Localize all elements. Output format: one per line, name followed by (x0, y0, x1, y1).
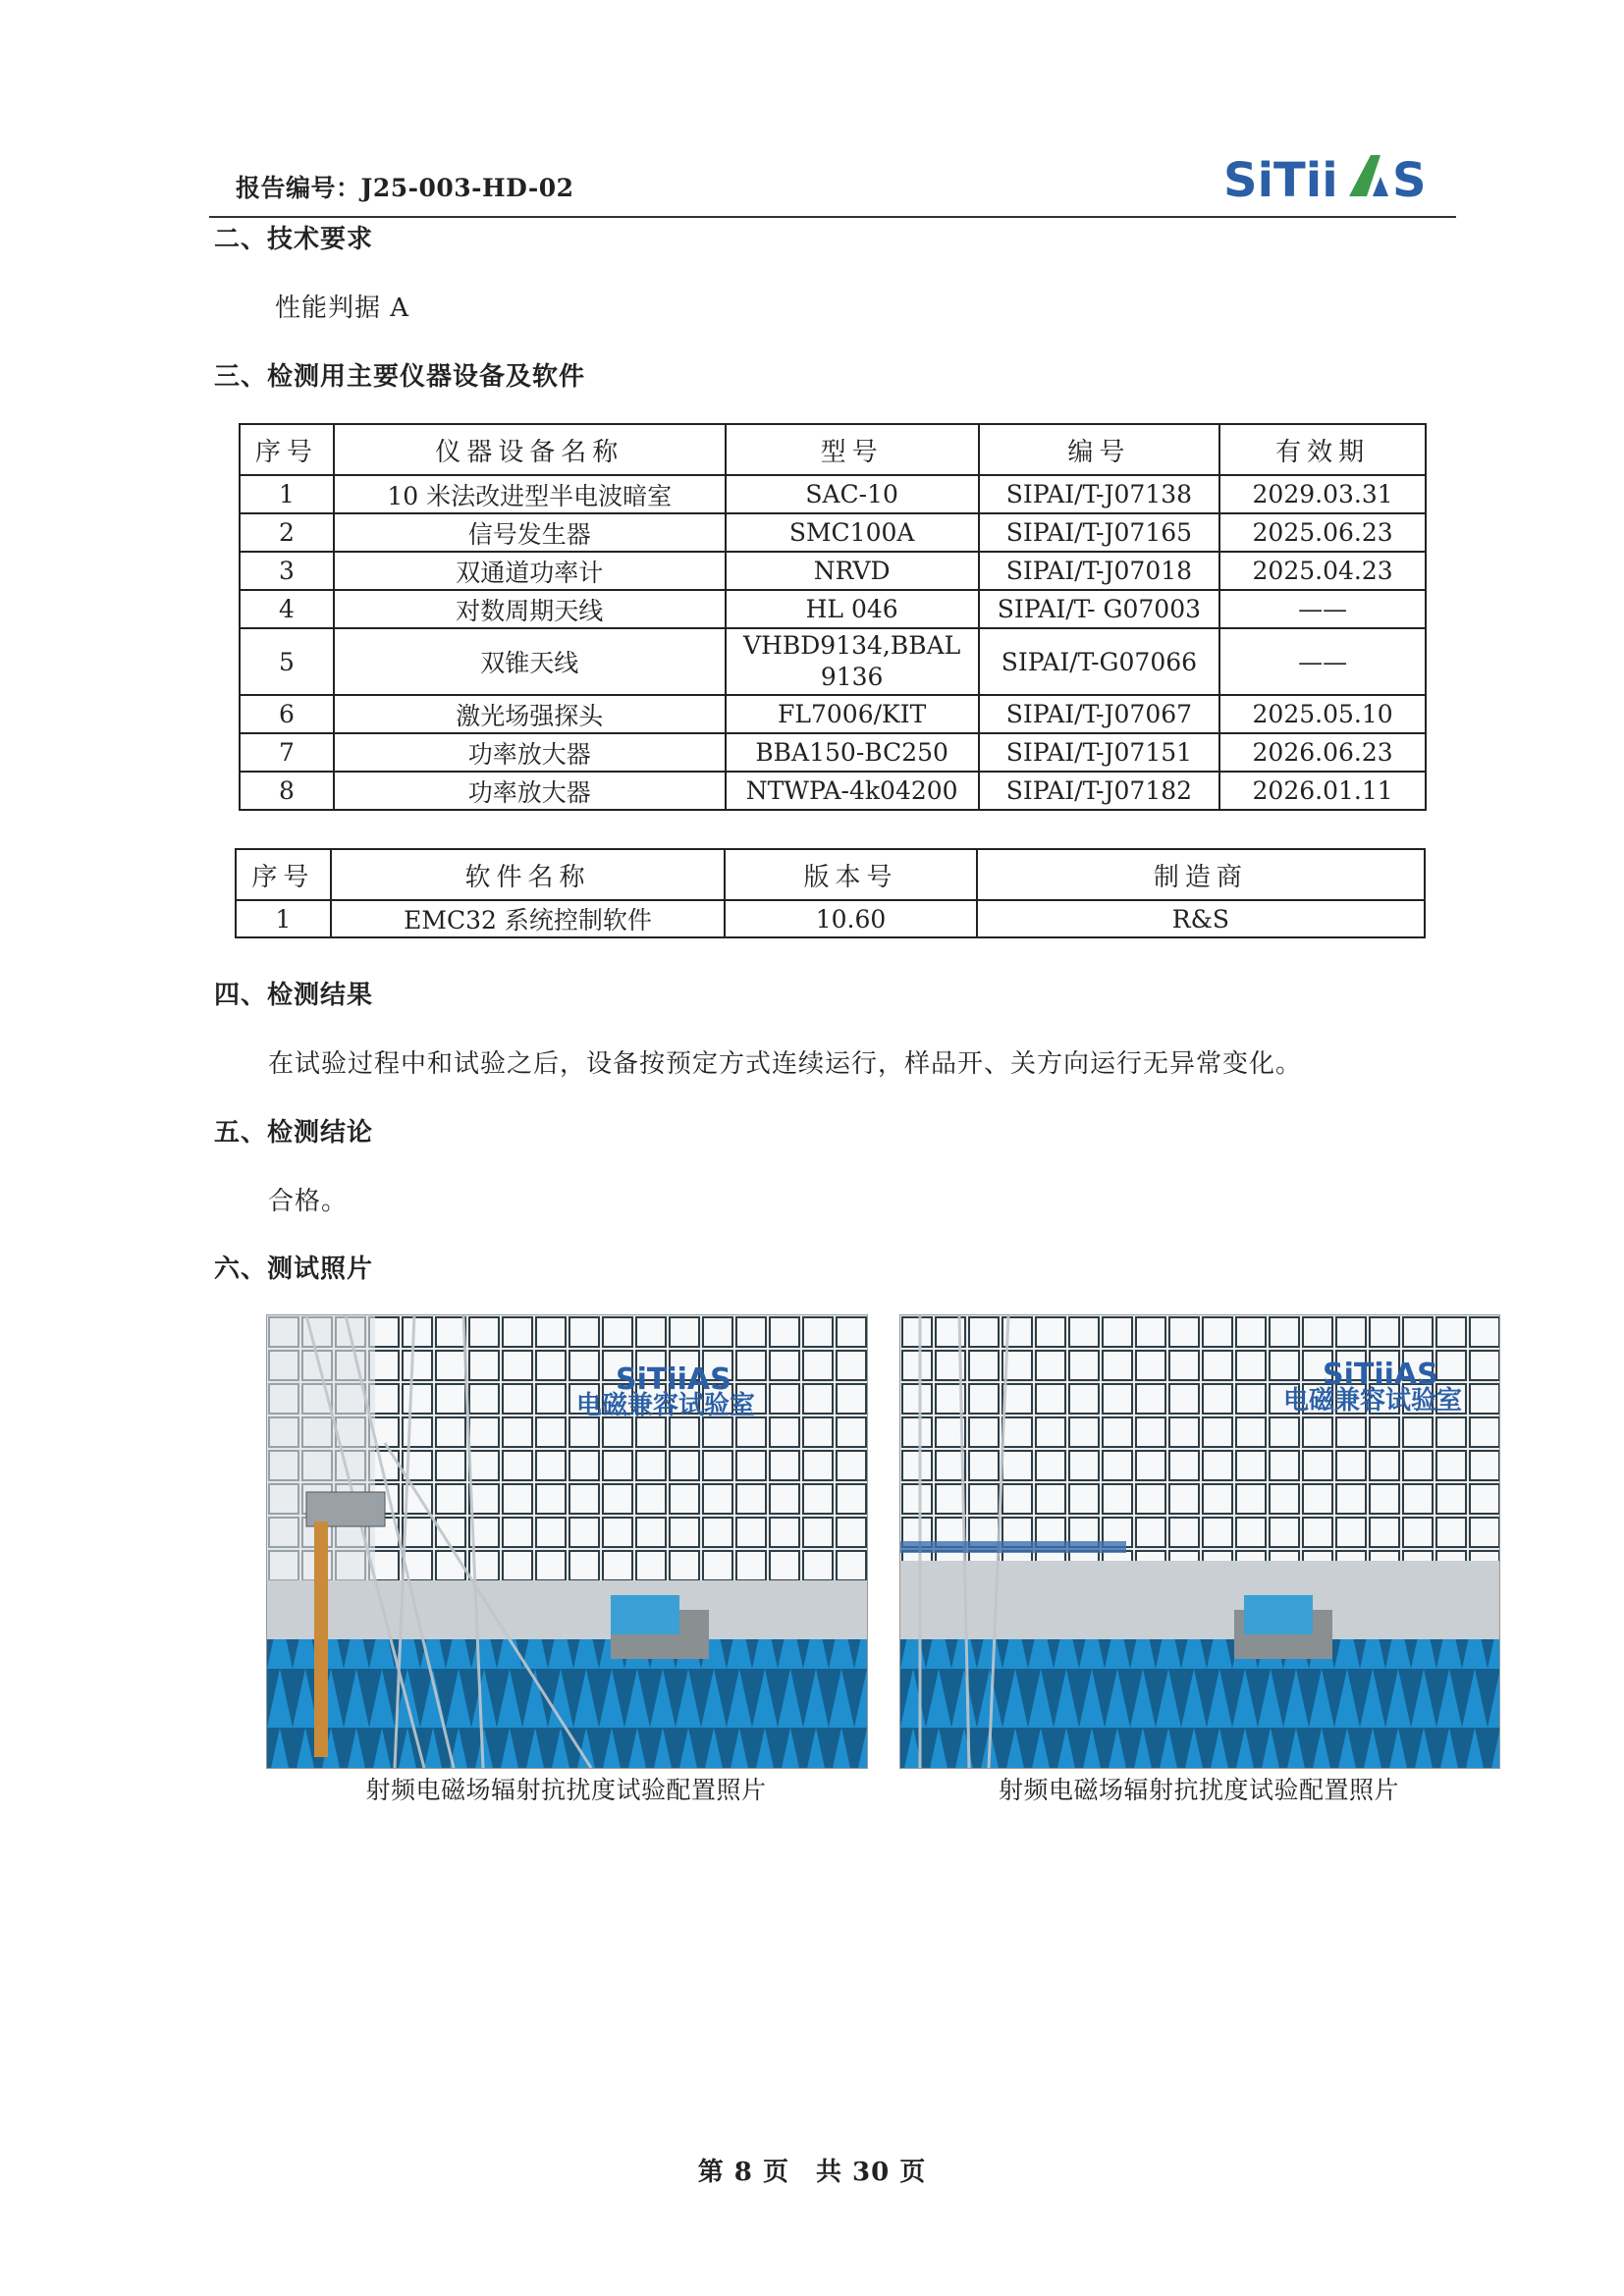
software-cell: 10.60 (725, 900, 977, 937)
software-cell: 1 (236, 900, 331, 937)
equipment-cell: SMC100A (726, 513, 979, 552)
equipment-cell: 2029.03.31 (1219, 475, 1426, 513)
equipment-cell: SIPAI/T-J07165 (979, 513, 1220, 552)
equipment-cell: 激光场强探头 (334, 695, 726, 733)
section-3-title: 三、检测用主要仪器设备及软件 (214, 362, 586, 392)
software-header-cell: 软件名称 (331, 849, 725, 900)
photo-1-caption: 射频电磁场辐射抗扰度试验配置照片 (365, 1776, 767, 1804)
equipment-cell: SIPAI/T- G07003 (979, 590, 1220, 628)
equipment-cell: 功率放大器 (334, 772, 726, 810)
equipment-cell: SAC-10 (726, 475, 979, 513)
equipment-cell: SIPAI/T-J07138 (979, 475, 1220, 513)
equipment-row (240, 513, 1426, 552)
svg-text:SiTii: SiTii (1223, 153, 1338, 208)
equipment-header-cell: 型号 (726, 424, 979, 475)
equipment-cell: 10 米法改进型半电波暗室 (334, 475, 726, 513)
equipment-cell: SIPAI/T-J07067 (979, 695, 1220, 733)
software-row (236, 900, 1425, 937)
page-footer: 第 8 页 共 30 页 (697, 2158, 927, 2187)
equipment-cell: 3 (240, 552, 334, 590)
photo-1-sign-text: 电磁兼容试验室 (576, 1391, 756, 1420)
photo-2-sign-logo: SiTiiAS (1323, 1358, 1438, 1392)
equipment-cell: 1 (240, 475, 334, 513)
equipment-cell: —— (1219, 590, 1426, 628)
equipment-cell: 2025.06.23 (1219, 513, 1426, 552)
equipment-cell: 2026.06.23 (1219, 733, 1426, 772)
equipment-header-cell: 序号 (240, 424, 334, 475)
section-5-text: 合格。 (268, 1187, 349, 1216)
software-header-cell: 版本号 (725, 849, 977, 900)
svg-text:S: S (1392, 153, 1427, 208)
equipment-row (240, 695, 1426, 733)
equipment-cell: BBA150-BC250 (726, 733, 979, 772)
equipment-cell: 信号发生器 (334, 513, 726, 552)
equipment-row (240, 590, 1426, 628)
test-photo-2 (899, 1314, 1500, 1769)
equipment-cell: SIPAI/T-J07151 (979, 733, 1220, 772)
photo-1-sign-logo: SiTiiAS (616, 1362, 731, 1397)
equipment-cell: 2025.05.10 (1219, 695, 1426, 733)
section-4-text: 在试验过程中和试验之后，设备按预定方式连续运行，样品开、关方向运行无异常变化。 (268, 1049, 1303, 1079)
equipment-cell: 2 (240, 513, 334, 552)
section-4-title: 四、检测结果 (214, 981, 374, 1010)
section-5-title: 五、检测结论 (214, 1118, 374, 1148)
software-cell: R&S (977, 900, 1425, 937)
equipment-row (240, 733, 1426, 772)
equipment-cell: 对数周期天线 (334, 590, 726, 628)
equipment-cell: 8 (240, 772, 334, 810)
equipment-cell: 6 (240, 695, 334, 733)
equipment-cell: 功率放大器 (334, 733, 726, 772)
software-header-cell: 序号 (236, 849, 331, 900)
header-rule (209, 216, 1456, 218)
equipment-row (240, 772, 1426, 810)
equipment-cell: NTWPA-4k04200 (726, 772, 979, 810)
section-2-text: 性能判据 A (275, 294, 410, 323)
test-photo-1 (266, 1314, 868, 1769)
equipment-cell: FL7006/KIT (726, 695, 979, 733)
section-6-title: 六、测试照片 (214, 1255, 374, 1284)
equipment-cell: SIPAI/T-G07066 (979, 628, 1220, 695)
equipment-row (240, 475, 1426, 513)
equipment-cell: HL 046 (726, 590, 979, 628)
equipment-cell: 7 (240, 733, 334, 772)
photo-2-sign-text: 电磁兼容试验室 (1283, 1386, 1463, 1415)
equipment-cell: 2025.04.23 (1219, 552, 1426, 590)
equipment-table (239, 423, 1427, 811)
equipment-cell: 2026.01.11 (1219, 772, 1426, 810)
equipment-cell: 5 (240, 628, 334, 695)
equipment-cell: VHBD9134,BBAL 9136 (726, 628, 979, 695)
equipment-cell: —— (1219, 628, 1426, 695)
equipment-cell: SIPAI/T-J07182 (979, 772, 1220, 810)
equipment-cell: 双锥天线 (334, 628, 726, 695)
equipment-cell: 双通道功率计 (334, 552, 726, 590)
equipment-row (240, 628, 1426, 695)
section-2-title: 二、技术要求 (214, 225, 374, 254)
equipment-header-cell: 有效期 (1219, 424, 1426, 475)
software-header-cell: 制造商 (977, 849, 1425, 900)
equipment-cell: 4 (240, 590, 334, 628)
report-number: 报告编号：J25-003-HD-02 (236, 174, 574, 202)
equipment-row (240, 552, 1426, 590)
equipment-header-cell: 编号 (979, 424, 1220, 475)
software-cell: EMC32 系统控制软件 (331, 900, 725, 937)
equipment-cell: SIPAI/T-J07018 (979, 552, 1220, 590)
sitiias-logo (1223, 147, 1449, 210)
equipment-cell: NRVD (726, 552, 979, 590)
software-table (235, 848, 1426, 938)
photo-2-caption: 射频电磁场辐射抗扰度试验配置照片 (998, 1776, 1399, 1804)
equipment-header-cell: 仪器设备名称 (334, 424, 726, 475)
